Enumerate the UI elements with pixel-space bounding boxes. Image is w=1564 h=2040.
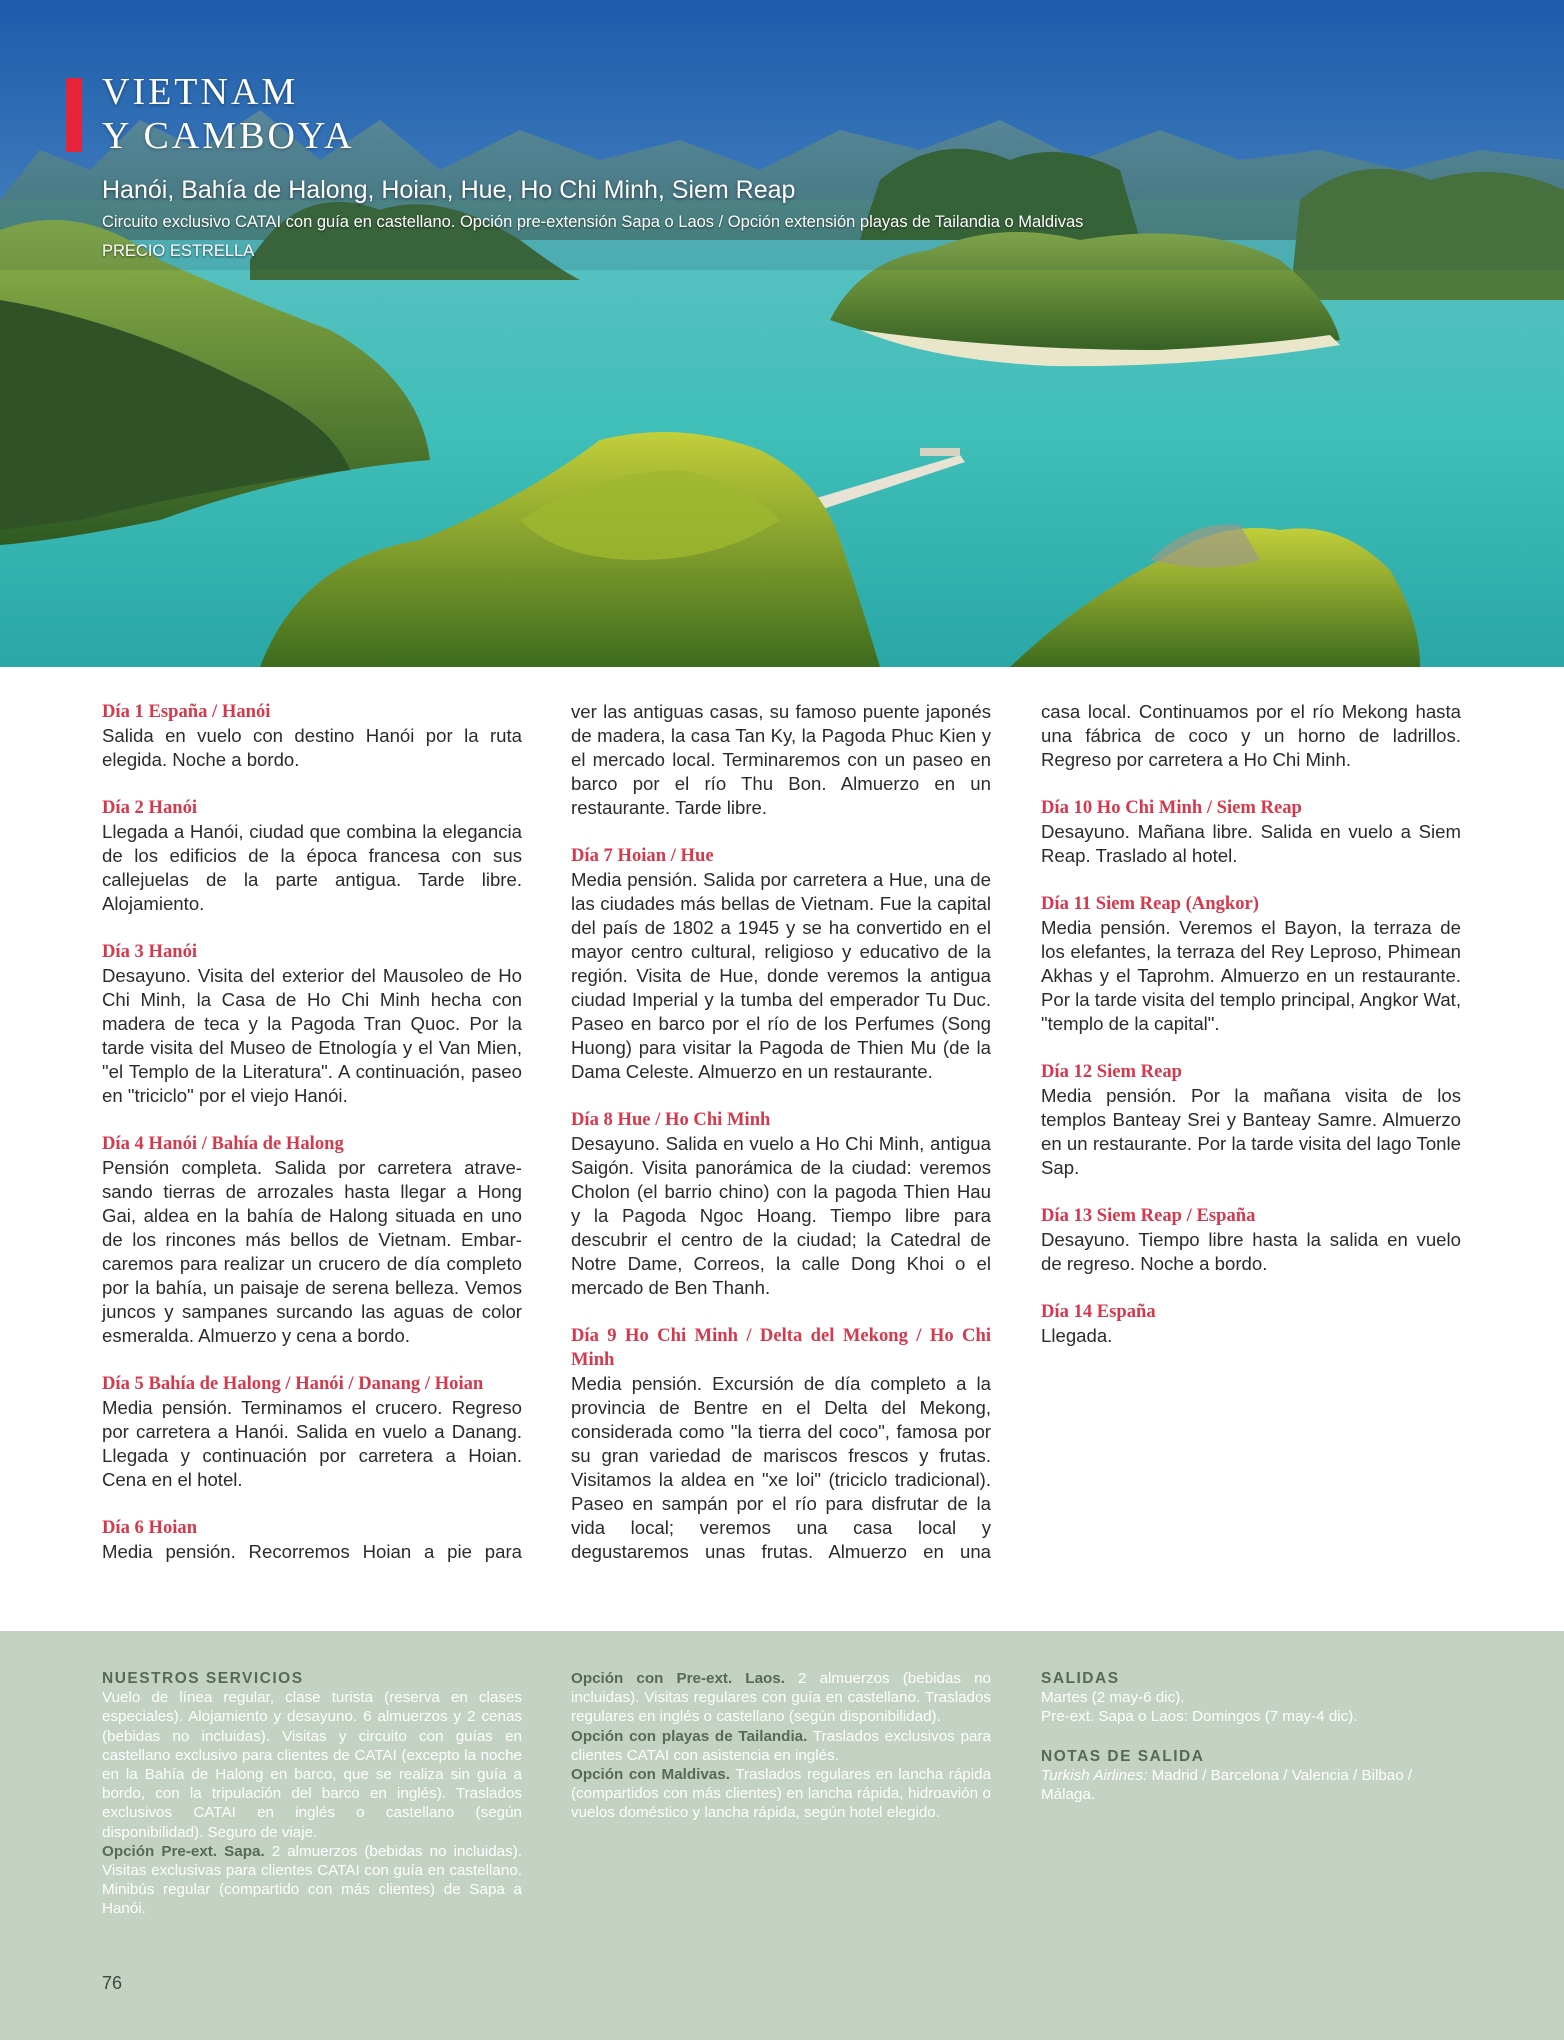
spacer (1041, 1727, 1461, 1747)
day-14 (1041, 1300, 1461, 1348)
services-text: Vuelo de línea regular, clase turista (reserva en clases especiales). Alojamiento y desayuno. 6 almuerzos y 2 cenas (bebidas no incluidas). Visitas y circuito con guías en castellano exclusivo para clientes de CATAI (excepto la noche en la Bahía de Halong en barco, que se realiza sin guía a bordo, con la tripulación del barco en inglés). Traslados exclusivos CATAI en inglés o castellano (según disponibilidad). Seguro de viaje. (102, 1689, 522, 1841)
maldives-option-text: Traslados regulares en lancha rápida (compartidos con más clientes) en lancha rápida, hidroavión o vuelos doméstico y lancha rápida, según hotel elegido. (571, 1766, 992, 1822)
day-text: Desayuno. Tiempo libre hasta la salida en vuelo de regreso. Noche a bordo. (1041, 1229, 1461, 1274)
day-text: Desayuno. Visita del exterior del Mausoleo de Ho Chi Minh, la Casa de Ho Chi Minh hecha con madera de teca y la Pagoda Tran Quoc. Por la tarde visita del Museo de Etnología y el Van Mien, "el Templo de la Literatura". A continuación, paseo en "triciclo" por el viejo Hanói. (102, 965, 522, 1106)
page-number: 76 (102, 1973, 123, 1993)
page-title (102, 70, 355, 158)
sapa-option-label: Opción Pre-ext. Sapa. (102, 1842, 265, 1860)
sapa-option-text: 2 almuerzos (bebidas no incluidas). Visitas exclusivas para clientes CATAI con guía en castellano. Minibús regular (compartido con más clientes) de Sapa a Hanói. (102, 1842, 522, 1918)
maldives-option (571, 1765, 991, 1823)
departures-column (1041, 1669, 1461, 1804)
day-text: Media pensión. Terminamos el crucero. Regreso por carretera a Hanói. Salida en vuelo a Danang. Llegada y continuación por carretera a Hoian. Cena en el hotel. (102, 1397, 522, 1490)
itinerary-column-1 (102, 700, 522, 1588)
price-badge: PRECIO ESTRELLA (102, 242, 255, 260)
itinerary-column-2 (571, 700, 991, 1588)
day-title: Día 6 Hoian (102, 1517, 198, 1538)
day-title: Día 1 España / Hanói (102, 701, 271, 722)
services-footer (0, 1631, 1564, 2040)
day-title: Día 4 Hanói / Bahía de Halong (102, 1133, 344, 1154)
laos-option-label: Opción con Pre-ext. Laos. (571, 1670, 785, 1687)
day-title: Día 9 Ho Chi Minh / Delta del Mekong / Ho Chi Minh (571, 1325, 991, 1370)
day-5 (102, 1372, 522, 1492)
day-text: Media pensión. Recorremos Hoian a pie para (102, 1541, 522, 1562)
day-text: Desayuno. Salida en vuelo a Ho Chi Minh, antigua Saigón. Visita panorámica de la ciudad: veremos Cholon (el barrio chino) con la pagoda Thien Hau y la Pagoda Ngoc Hoang. Tiempo libre para descubrir el centro de la ciudad; la Catedral de Notre Dame, Correos, la calle Dong Khoi o el mercado de Ben Thanh. (571, 1133, 991, 1298)
thailand-option-text: Traslados exclusivos para clientes CATAI con asistencia en inglés. (571, 1727, 991, 1764)
thailand-option-label: Opción con playas de Tailandia. (571, 1727, 808, 1745)
circuit-tagline: Circuito exclusivo CATAI con guía en castellano. Opción pre-extensión Sapa o Laos / Opción extensión playas de Tailandia o Maldivas (102, 213, 1084, 231)
day-text: ver las antiguas casas, su famoso puente japonés de madera, la casa Tan Ky, la Pagoda Phuc Kien y el mercado local. Terminaremos con un paseo en barco por el río Thu Bon. Almuerzo en un restaurante. Tarde libre. (571, 701, 991, 818)
options-column (571, 1669, 991, 1823)
day-text: Desayuno. Mañana libre. Salida en vuelo a Siem Reap. Traslado al hotel. (1041, 821, 1461, 866)
day-title: Día 8 Hue / Ho Chi Minh (571, 1109, 771, 1130)
day-4 (102, 1132, 522, 1348)
day-text: Salida en vuelo con destino Hanói por la ruta elegida. Noche a bordo. (102, 725, 522, 770)
day-1 (102, 700, 522, 772)
day-2 (102, 796, 522, 916)
departure-notes-heading: NOTAS DE SALIDA (1041, 1747, 1205, 1765)
day-text: casa local. Continuamos por el río Mekong hasta una fábrica de coco y un horno de ladrillos. Regreso por carretera a Ho Chi Minh. (1041, 701, 1461, 770)
day-text: Llegada a Hanói, ciudad que combina la elegancia de los edificios de la época francesa con sus callejuelas de la parte antigua. Tarde libre. Alojamiento. (102, 821, 522, 914)
day-7 (571, 844, 991, 1084)
day-6 (102, 1516, 522, 1564)
day-title: Día 10 Ho Chi Minh / Siem Reap (1041, 797, 1302, 818)
title-line-camboya: Y CAMBOYA (102, 115, 355, 157)
day-text: Media pensión. Por la mañana visita de los templos Banteay Srei y Banteay Samre. Almuerzo en un restaurante. Por la tarde visita del lago Tonle Sap. (1041, 1085, 1461, 1178)
thailand-option (571, 1727, 991, 1765)
day-text: Media pensión. Excursión de día completo a la provincia de Bentre en el Delta del Mekong, considerada como "la tierra del coco", famosa por su gran variedad de mariscos frescos y frutas. Visitamos la aldea en "xe loi" (triciclo tradicional). Paseo en sampán por el río para disfrutar de la vida local; veremos una casa local y degustaremos unas frutas. Almuerzo en una (571, 1373, 991, 1562)
laos-option-text: 2 almuerzos (bebidas no incluidas). Visitas regulares con guía en castellano. Traslados regulares en inglés o castellano (según disponibilidad). (571, 1670, 991, 1726)
day-11 (1041, 892, 1461, 1036)
departures-heading: SALIDAS (1041, 1670, 1120, 1687)
day-9-continued (1041, 700, 1461, 772)
day-12 (1041, 1060, 1461, 1180)
departures-line: Pre-ext. Sapa o Laos: Domingos (7 may-4 dic). (1041, 1708, 1358, 1726)
day-title: Día 14 España (1041, 1301, 1156, 1322)
day-title: Día 13 Siem Reap / España (1041, 1205, 1256, 1226)
hero-image (0, 0, 1564, 667)
itinerary-column-3 (1041, 700, 1461, 1372)
day-title: Día 11 Siem Reap (Angkor) (1041, 893, 1259, 914)
departure-notes-text (1041, 1766, 1461, 1804)
airline-name: Turkish Airlines: (1041, 1766, 1148, 1784)
title-accent-bar (66, 78, 82, 152)
services-column (102, 1669, 522, 1919)
day-title: Día 3 Hanói (102, 941, 198, 962)
day-10 (1041, 796, 1461, 868)
day-title: Día 7 Hoian / Hue (571, 845, 714, 866)
day-title: Día 12 Siem Reap (1041, 1061, 1182, 1082)
day-9 (571, 1324, 991, 1564)
day-text: Llegada. (1041, 1325, 1113, 1346)
laos-option (571, 1669, 991, 1727)
day-6-continued (571, 700, 991, 820)
departure-cities: Madrid / Barcelona / Valencia / Bilbao / Málaga. (1041, 1766, 1413, 1804)
services-heading: NUESTROS SERVICIOS (102, 1670, 304, 1687)
departures-line: Martes (2 may-6 dic). (1041, 1689, 1185, 1707)
day-3 (102, 940, 522, 1108)
day-title: Día 5 Bahía de Halong / Hanói / Danang / Hoian (102, 1373, 484, 1394)
day-8 (571, 1108, 991, 1300)
day-text: Pensión completa. Salida por carretera atravesando tierras de arrozales hasta llegar a Hong Gai, aldea en la bahía de Halong situada en uno de los rincones más bellos de Vietnam. Embarcaremos para realizar un crucero de día completo por la bahía, un paisaje de serena belleza. Vemos juncos y sampanes surcando las aguas de color esmeralda. Almuerzo y cena a bordo. (102, 1157, 522, 1346)
day-text: Media pensión. Veremos el Bayon, la terraza de los elefantes, la terraza del Rey Leproso, Phimean Akhas y el Taprohm. Almuerzo en un restaurante. Por la tarde visita del templo principal, Angkor Wat, "templo de la capital". (1041, 917, 1461, 1034)
day-text: Media pensión. Salida por carretera a Hue, una de las ciudades más bellas de Vietnam. Fue la capital del país de 1802 a 1945 y se ha convertido en el mayor centro cultural, religioso y educativo de la región. Visita de Hue, donde veremos la antigua ciudad Imperial y la tumba del emperador Tu Duc. Paseo en barco por el río de los Perfumes (Song Huong) para visitar la Pagoda de Thien Mu (de la Dama Celeste. Almuerzo en un restaurante. (571, 869, 991, 1082)
maldives-option-label: Opción con Maldivas. (571, 1766, 730, 1784)
route-subtitle: Hanói, Bahía de Halong, Hoian, Hue, Ho Chi Minh, Siem Reap (102, 176, 796, 204)
sapa-option (102, 1842, 522, 1919)
day-title: Día 2 Hanói (102, 797, 198, 818)
day-13 (1041, 1204, 1461, 1276)
title-line-vietnam: VIETNAM (102, 71, 299, 113)
